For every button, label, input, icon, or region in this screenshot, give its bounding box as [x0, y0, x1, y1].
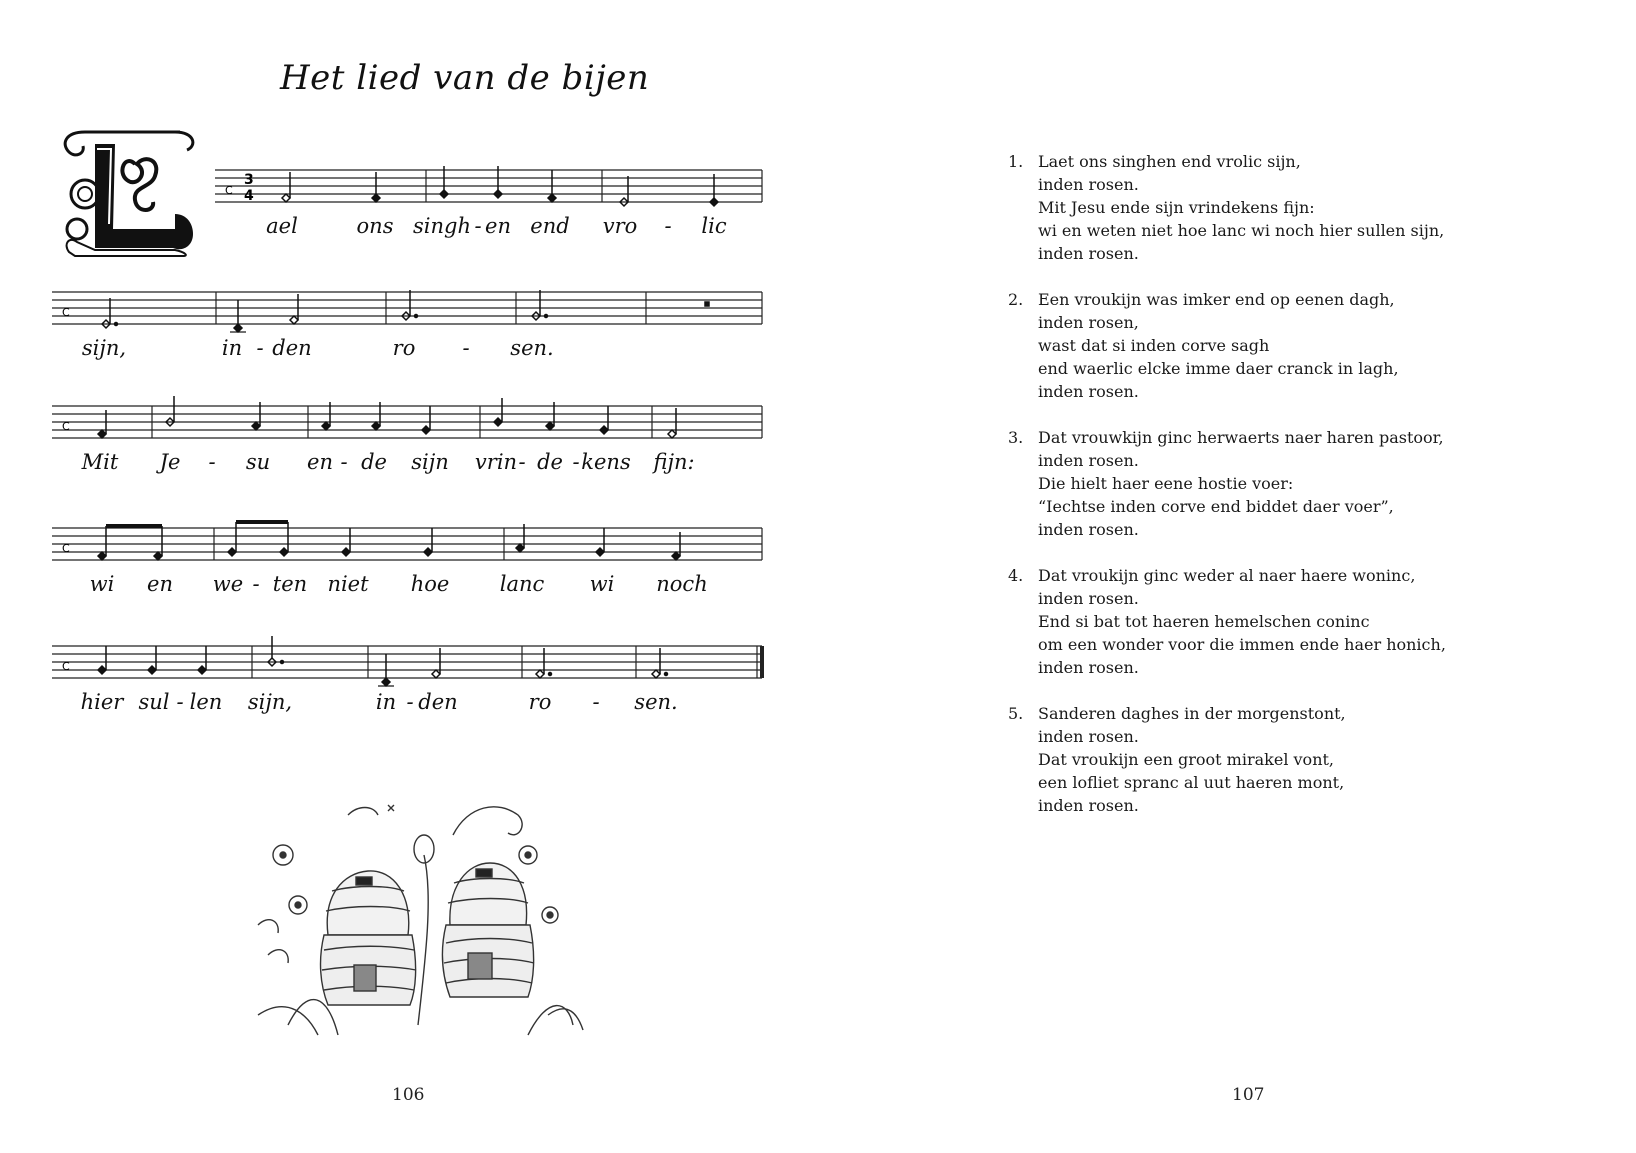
verse-line: wast dat si inden corve sagh [1038, 336, 1270, 355]
verse-number: 2. [1008, 290, 1024, 309]
verse-line: een lofliet spranc al uut haeren mont, [1038, 773, 1345, 792]
lyric: noch [656, 572, 708, 596]
verse-line: Een vroukijn was imker end op eenen dagh, [1038, 290, 1395, 309]
music-system-3 [0, 396, 780, 516]
verse-line: inden rosen. [1038, 175, 1139, 194]
lyric: in [221, 336, 243, 360]
lyric: ro [528, 690, 552, 714]
lyric: den [272, 336, 312, 360]
lyric: lic [701, 214, 727, 238]
verse-line: inden rosen. [1038, 244, 1139, 263]
verse [1008, 702, 1608, 817]
time-sig-bottom: 4 [244, 188, 254, 204]
beehives-with-flowers-icon [228, 785, 588, 1060]
verse-line: inden rosen, [1038, 313, 1139, 332]
staff-2 [0, 282, 780, 342]
lyric: Je [159, 450, 181, 474]
lyric: lanc [499, 572, 545, 596]
verse-line: wi en weten niet hoe lanc wi noch hier sullen sijn, [1038, 221, 1445, 240]
verse-line: End si bat tot haeren hemelschen coninc [1038, 612, 1370, 631]
staff-1 [0, 160, 780, 220]
lyric: en [485, 214, 511, 238]
verse-line: inden rosen. [1038, 589, 1139, 608]
lyric: - [406, 690, 414, 714]
verse-line: inden rosen. [1038, 796, 1139, 815]
lyric: - [474, 214, 482, 238]
lyric: de [361, 450, 387, 474]
verse-number: 4. [1008, 566, 1024, 585]
verses-list [1008, 150, 1608, 840]
lyric: vro [602, 214, 638, 238]
svg-text:C: C [225, 184, 233, 197]
svg-text:C: C [62, 420, 70, 433]
music-system-1 [0, 160, 780, 280]
lyric: singh [413, 214, 471, 238]
lyric: en [307, 450, 333, 474]
song-title: Het lied van de bijen [280, 58, 650, 98]
lyric: sijn [411, 450, 449, 474]
staff-3 [0, 396, 780, 456]
verse-line: “Iechtse inden corve end biddet daer voer”, [1038, 497, 1394, 516]
lyric: Mit [81, 450, 119, 474]
lyric: - [572, 450, 580, 474]
lyric: - [176, 690, 184, 714]
verse-number: 1. [1008, 152, 1024, 171]
lyric: - [256, 336, 264, 360]
lyric: we [212, 572, 244, 596]
music-system-2 [0, 282, 780, 402]
lyric: den [418, 690, 458, 714]
verse-number: 3. [1008, 428, 1024, 447]
lyric: su [245, 450, 271, 474]
lyric: wi [589, 572, 615, 596]
verse [1008, 564, 1608, 679]
lyric: vrin [474, 450, 518, 474]
lyric: de [537, 450, 563, 474]
verse [1008, 150, 1608, 265]
verse-line: Die hielt haer eene hostie voer: [1038, 474, 1294, 493]
svg-text:C: C [62, 660, 70, 673]
verse-line: Dat vroukijn een groot mirakel vont, [1038, 750, 1335, 769]
svg-text:C: C [62, 306, 70, 319]
staff-5 [0, 636, 780, 696]
svg-text:C: C [62, 542, 70, 555]
music-system-5 [0, 636, 780, 756]
beehives-illustration [228, 785, 588, 1060]
verse-line: inden rosen. [1038, 382, 1139, 401]
verse [1008, 426, 1608, 541]
verse-line: end waerlic elcke imme daer cranck in lagh, [1038, 359, 1399, 378]
lyric: len [189, 690, 223, 714]
verse-line: Laet ons singhen end vrolic sijn, [1038, 152, 1301, 171]
verse-line: inden rosen. [1038, 727, 1139, 746]
lyric: ro [392, 336, 416, 360]
verse-line: Dat vrouwkijn ginc herwaerts naer haren pastoor, [1038, 428, 1444, 447]
verse-number: 5. [1008, 704, 1024, 723]
lyric: - [252, 572, 260, 596]
verse-line: Mit Jesu ende sijn vrindekens fijn: [1038, 198, 1315, 217]
verse-line: inden rosen. [1038, 451, 1139, 470]
lyric: sen. [510, 336, 554, 360]
staff-4 [0, 518, 780, 578]
lyric: ten [272, 572, 308, 596]
lyric: sen. [634, 690, 678, 714]
lyric: sijn, [81, 336, 127, 360]
lyric: ael [266, 214, 298, 238]
lyric: niet [327, 572, 369, 596]
lyric: in [375, 690, 397, 714]
right-page [818, 0, 1636, 1153]
music-system-4 [0, 518, 780, 638]
lyric: - [208, 450, 216, 474]
lyric: wi [89, 572, 115, 596]
lyric: - [592, 690, 600, 714]
verse-line: Dat vroukijn ginc weder al naer haere woninc, [1038, 566, 1416, 585]
lyric: en [147, 572, 173, 596]
verse-line: inden rosen. [1038, 520, 1139, 539]
lyric: - [518, 450, 526, 474]
page-number: 107 [1232, 1085, 1265, 1105]
lyric: hier [80, 690, 124, 714]
lyric: sijn, [247, 690, 293, 714]
verse-line: Sanderen daghes in der morgenstont, [1038, 704, 1346, 723]
page-number: 106 [392, 1085, 425, 1105]
verse-line: om een wonder voor die immen ende haer honich, [1038, 635, 1446, 654]
lyric: sul [138, 690, 170, 714]
lyric: end [530, 214, 570, 238]
time-sig-top: 3 [244, 172, 254, 188]
lyric: fijn: [653, 450, 695, 474]
lyric: kens [581, 450, 631, 474]
verse [1008, 288, 1608, 403]
lyric: ons [356, 214, 394, 238]
verse-line: inden rosen. [1038, 658, 1139, 677]
lyric: hoe [410, 572, 450, 596]
lyric: - [664, 214, 672, 238]
lyric: - [462, 336, 470, 360]
lyric: - [340, 450, 348, 474]
